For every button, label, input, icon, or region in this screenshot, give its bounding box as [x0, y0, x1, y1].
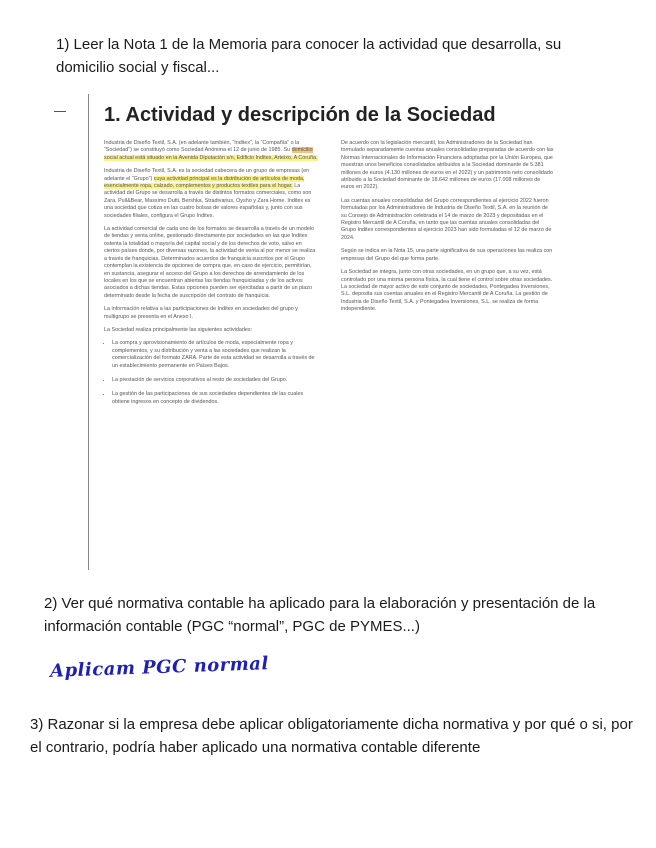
list-item: • La compra y aprovisionamiento de artículos de moda, especialmente ropa y complementos, y su distribución y venta a las sociedades que realizan la comercialización del formato ZARA. Parte de esta actividad se desarrolla a través de un establecimiento permanente en Países Bajos.	[112, 340, 318, 370]
highlight-activity: cuya actividad principal es la distribución de artículos de moda, esencialmente ropa, calzado, complementos y productos textiles para el hogar.	[104, 175, 305, 190]
note-paragraph: Industria de Diseño Textil, S.A. es la sociedad cabecera de un grupo de empresas (en adelante el “Grupo”) cuya actividad principal es la distribución de artículos de moda, esencialmente ropa, calzado, complementos y productos textiles para el hogar. La actividad del Grupo se desarrolla a través de distintos formatos comerciales, como son Zara, Pull&Bear, Massimo Dutti, Bershka, Stradivarius, Oysho y Zara Home. Inditex es una sociedad que cotiza en las cuatro bolsas de valores españolas y, junto con sus sociedades filiales, configura el Grupo Inditex.	[104, 168, 312, 219]
margin-dash	[54, 111, 66, 112]
note-title: 1. Actividad y descripción de la Sociedad	[104, 104, 496, 126]
memoria-note-image	[54, 94, 574, 572]
note-paragraph: La Sociedad realiza principalmente las siguientes actividades:	[104, 326, 253, 333]
note-paragraph: De acuerdo con la legislación mercantil, los Administradores de la Sociedad han formulado separadamente cuentas anuales consolidadas preparadas de acuerdo con las Normas Internacionales de Información Financiera adoptadas por la Unión Europea, que muestran unos beneficios consolidados atribuidos a la Sociedad dominante de 5.381 millones de euros (4.130 millones de euros en el 2022) y un patrimonio neto consolidado atribuido a la Sociedad dominante de 18.642 millones de euros (17.008 millones de euros en 2022).	[341, 140, 554, 191]
note-paragraph: Industria de Diseño Textil, S.A. (en adelante también, “Inditex”, la “Compañía” o la “Sociedad”) se constituyó como Sociedad Anónima el 12 de junio de 1985. Su domicilio social actual está situado en la Avenida Diputación s/n, Edificio Inditex, Arteixo, A Coruña.	[104, 140, 318, 161]
question-3: 3) Razonar si la empresa debe aplicar obligatoriamente dicha normativa y por qué o si, por el contrario, podría haber aplicado una normativa contable diferente	[30, 716, 633, 756]
margin-rule	[88, 94, 89, 570]
question-1: 1) Leer la Nota 1 de la Memoria para conocer la actividad que desarrolla, su domicilio social y fiscal...	[56, 36, 562, 76]
activity-list	[104, 340, 318, 406]
highlight-address: social actual está situado en la Avenida Diputación s/n, Edificio Inditex, Arteixo, A Coruña.	[104, 154, 318, 161]
list-item: • La prestación de servicios corporativos al resto de sociedades del Grupo.	[112, 377, 318, 384]
note-paragraph: Las cuentas anuales consolidadas del Grupo correspondientes al ejercicio 2022 fueron formuladas por los Administradores de Industria de Diseño Textil, S.A. en la reunión de su Consejo de Administración celebrada el 14 de marzo de 2023 y depositadas en el Registro Mercantil de A Coruña, en tanto que las cuentas anuales consolidadas del Grupo Inditex correspondientes al ejercicio 2023 han sido formuladas el 12 de marzo de 2024.	[341, 197, 552, 241]
handwritten-answer: Aplicam PGC normal	[49, 653, 270, 682]
note-paragraph: La actividad comercial de cada uno de los formatos se desarrolla a través de un modelo de tiendas y venta online, gestionado directamente por sociedades en las que Inditex ostenta la totalidad o mayoría del capital social y de los derechos de voto, salvo en ciertos países donde, por diversas razones, la actividad de venta al por menor se realiza a través de franquicias. Determinados acuerdos de franquicia suscritos por el Grupo contemplan la existencia de opciones de compra que, en caso de ejercicio, permitirían, en sustancia, asegurar el acceso del Grupo a los derechos de arrendamiento de los locales en los que se encuentran abiertas las tiendas franquiciadas y de los activos asociados a dichas tiendas. Estas opciones pueden ser ejercitadas a partir de un plazo determinado desde la fecha de suscripción del contrato de franquicia.	[104, 226, 316, 299]
list-item: • La gestión de las participaciones de sus sociedades dependientes de las cuales obtiene ingresos en concepto de dividendos.	[112, 391, 318, 406]
note-paragraph: La Sociedad se integra, junto con otras sociedades, en un grupo que, a su vez, está controlado por una misma persona física, la cual tiene el control sobre otras sociedades. La sociedad de mayor activo de este conjunto de sociedades, Pontegadea Inversiones, S.L. deposita sus cuentas anuales en el Registro Mercantil de A Coruña. La gestión de Industria de Diseño Textil, S.A. y Pontegadea Inversiones, S.L. se realiza de forma independiente.	[341, 269, 553, 313]
question-2: 2) Ver qué normativa contable ha aplicado para la elaboración y presentación de la información contable (PGC “normal”, PGC de PYMES...)	[44, 595, 596, 635]
note-paragraph: La información relativa a las participaciones de Inditex en sociedades del grupo y multigrupo se presenta en el Anexo I.	[104, 306, 298, 320]
note-column-right	[341, 140, 555, 320]
highlight-domicilio: domicilio	[291, 147, 313, 154]
note-column-left	[104, 140, 318, 413]
note-paragraph: Según se indica en la Nota 15, una parte significativa de sus operaciones las realiza con empresas del Grupo del que forma parte.	[341, 248, 553, 262]
